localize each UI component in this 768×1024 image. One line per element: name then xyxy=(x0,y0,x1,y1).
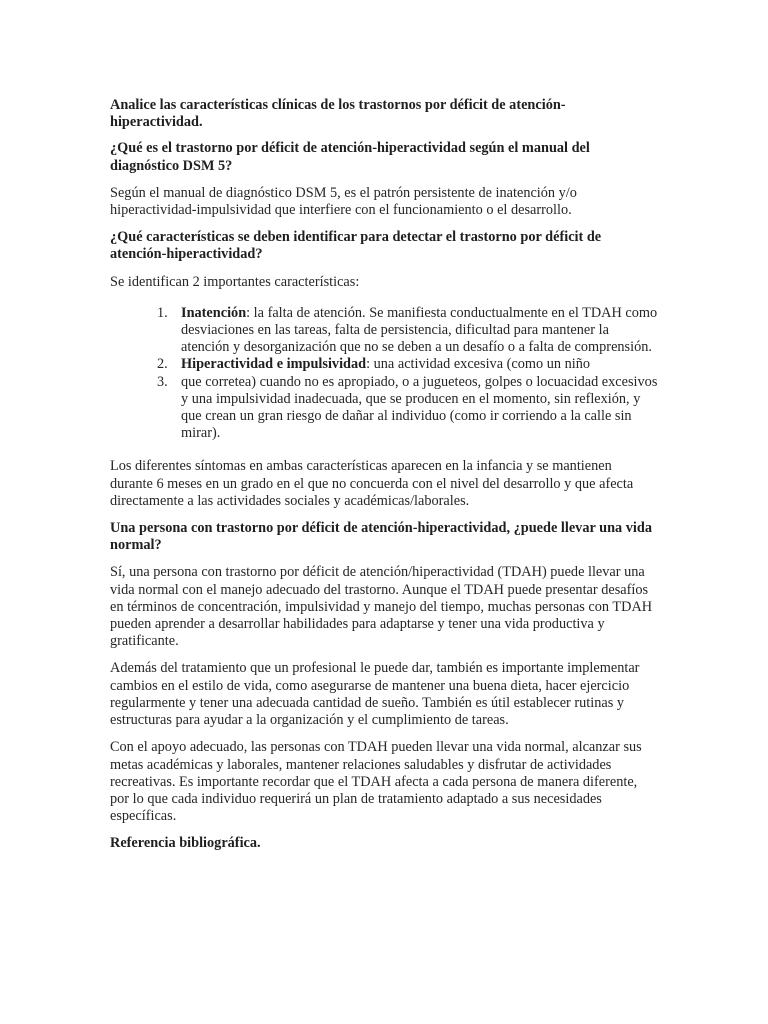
characteristics-list xyxy=(110,305,658,443)
references-heading: Referencia bibliográfica. xyxy=(110,835,261,852)
characteristics-intro: Se identifican 2 importantes características: xyxy=(110,273,360,290)
list-item-number: 3. xyxy=(157,373,168,390)
question-dsm5: ¿Qué es el trastorno por déficit de atención-hiperactividad según el manual del diagnóstico DSM 5? xyxy=(110,140,590,174)
list-item xyxy=(110,374,658,443)
document-title: Analice las características clínicas de los trastornos por déficit de atención-hiperactividad. xyxy=(110,97,566,131)
document-page xyxy=(110,97,658,863)
list-item xyxy=(110,356,658,373)
list-item-text: : una actividad excesiva (como un niño xyxy=(366,356,591,373)
list-item xyxy=(110,305,658,357)
list-item-term: Inatención xyxy=(181,304,247,321)
list-item-text: que corretea) cuando no es apropiado, o a jugueteos, golpes o locuacidad excesivos y una impulsividad inadecuada, que se producen en el momento, sin reflexión, y que crean un gran riesgo de dañar al individuo (como ir corriendo a la calle sin mirar). xyxy=(181,373,658,442)
question-characteristics: ¿Qué características se deben identificar para detectar el trastorno por déficit de atención-hiperactividad? xyxy=(110,229,602,263)
list-item-number: 1. xyxy=(157,304,168,321)
list-item-term: Hiperactividad e impulsividad xyxy=(181,356,367,373)
answer-paragraph: Sí, una persona con trastorno por déficit de atención/hiperactividad (TDAH) puede llevar una vida normal con el manejo adecuado del trastorno. Aunque el TDAH puede presentar desafíos en términos de concentración, impulsividad y manejo del tiempo, muchas personas con TDAH pueden aprender a desarrollar habilidades para adaptarse y tener una vida productiva y gratificante. xyxy=(110,564,653,650)
answer-paragraph: Además del tratamiento que un profesional le puede dar, también es importante implementar cambios en el estilo de vida, como asegurarse de mantener una buena dieta, hacer ejercicio regularmente y tener una adecuada cantidad de sueño. También es útil establecer rutinas y estructuras para ayudar a la organización y el cumplimiento de tareas. xyxy=(110,660,640,729)
answer-paragraph: Con el apoyo adecuado, las personas con TDAH pueden llevar una vida normal, alcanzar sus metas académicas y laborales, mantener relaciones saludables y disfrutar de actividades recreativas. Es importante recordar que el TDAH afecta a cada persona de manera diferente, por lo que cada individuo requerirá un plan de tratamiento adaptado a sus necesidades específicas. xyxy=(110,739,642,825)
list-item-number: 2. xyxy=(157,356,168,373)
list-item-text: : la falta de atención. Se manifiesta conductualmente en el TDAH como desviaciones en las tareas, falta de persistencia, dificultad para mantener la atención y desorganización que no se deben a un desafío o a falta de comprensión. xyxy=(181,304,658,356)
question-normal-life: Una persona con trastorno por déficit de atención-hiperactividad, ¿puede llevar una vida normal? xyxy=(110,520,652,554)
characteristics-closing: Los diferentes síntomas en ambas características aparecen en la infancia y se mantienen durante 6 meses en un grado en el que no concuerda con el nivel del desarrollo y que afecta directamente a las actividades sociales y académicas/laborales. xyxy=(110,458,634,509)
answer-dsm5: Según el manual de diagnóstico DSM 5, es el patrón persistente de inatención y/o hiperactividad-impulsividad que interfiere con el funcionamiento o el desarrollo. xyxy=(110,184,577,219)
